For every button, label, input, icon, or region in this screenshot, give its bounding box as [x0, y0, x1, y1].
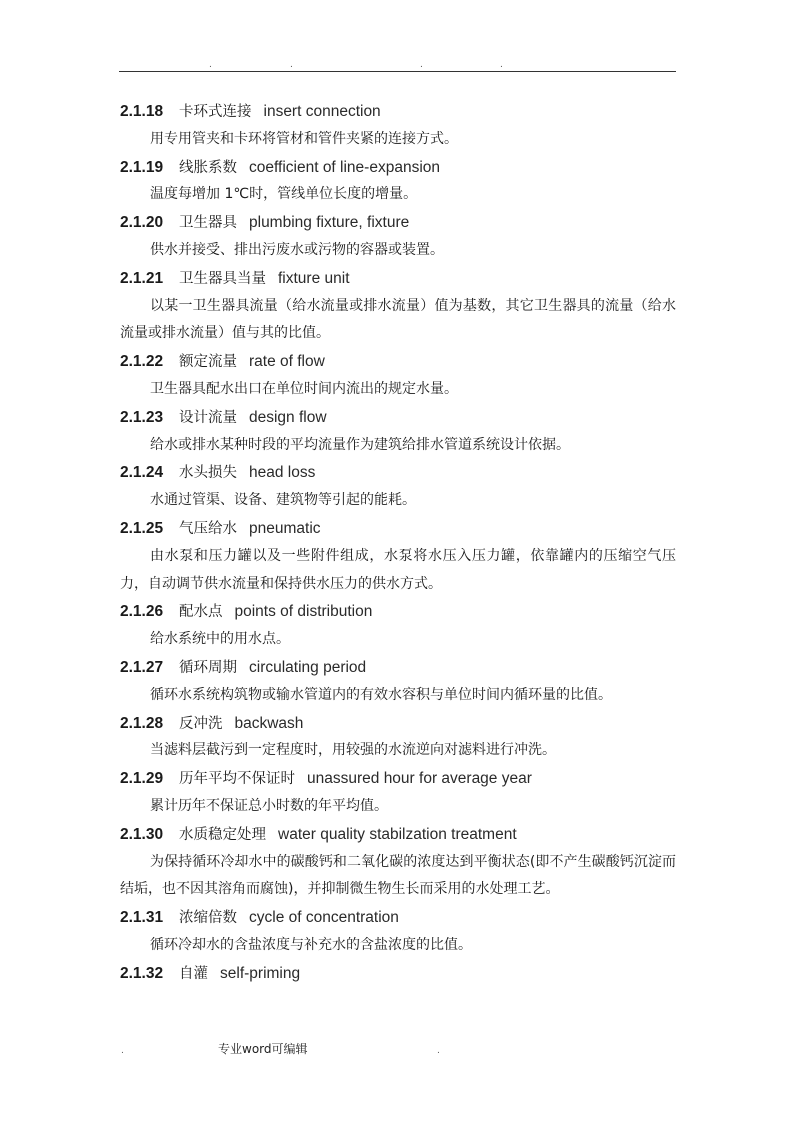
- footer-dot: .: [121, 1046, 124, 1056]
- header-dot: .: [420, 60, 423, 70]
- term-definition: 温度每增加 1℃时，管线单位长度的增量。: [150, 186, 418, 203]
- term-heading: [120, 209, 676, 237]
- term-english: backwash: [234, 714, 304, 732]
- term-entry: [120, 710, 676, 766]
- term-definition: 当滤料层截污到一定程度时，用较强的水流逆向对滤料进行冲洗。: [150, 742, 556, 759]
- term-english: rate of flow: [249, 353, 325, 371]
- term-heading: [120, 598, 676, 626]
- term-english: fixture unit: [278, 269, 350, 287]
- term-number: 2.1.19: [120, 158, 164, 176]
- footer-text: 专业word可编辑: [218, 1042, 308, 1056]
- term-heading: [120, 904, 676, 932]
- term-chinese: 水质稳定处理: [179, 826, 266, 843]
- term-heading: [120, 710, 676, 738]
- term-chinese: 反冲洗: [179, 715, 223, 732]
- header-dot: .: [209, 60, 212, 70]
- header-dot: .: [290, 60, 293, 70]
- term-definition: 由水泵和压力罐以及一些附件组成，水泵将水压入压力罐，依靠罐内的压缩空气压力，自动调节供水流量和保持供水压力的供水方式。: [120, 547, 676, 592]
- term-heading: [120, 821, 676, 849]
- term-english: head loss: [249, 464, 316, 482]
- term-definition: 给水或排水某种时段的平均流量作为建筑给排水管道系统设计依据。: [150, 436, 570, 453]
- term-english: cycle of concentration: [249, 909, 399, 927]
- term-number: 2.1.27: [120, 658, 164, 676]
- term-english: insert connection: [263, 103, 381, 120]
- term-chinese: 额定流量: [179, 354, 237, 371]
- term-english: pneumatic: [249, 519, 321, 537]
- footer-dot: .: [437, 1046, 440, 1056]
- term-entry: [120, 904, 676, 960]
- term-entry: [120, 459, 676, 515]
- term-chinese: 循环周期: [179, 659, 237, 676]
- term-number: 2.1.21: [120, 269, 164, 287]
- term-heading: [120, 960, 676, 988]
- term-english: plumbing fixture, fixture: [249, 214, 410, 232]
- term-entry: [120, 265, 676, 348]
- term-heading: [120, 98, 676, 126]
- term-chinese: 水头损失: [179, 465, 237, 482]
- term-definition: 以某一卫生器具流量（给水流量或排水流量）值为基数，其它卫生器具的流量（给水流量或排水流量）值与其的比值。: [120, 297, 676, 342]
- term-number: 2.1.23: [120, 408, 164, 426]
- term-chinese: 历年平均不保证时: [179, 771, 295, 788]
- term-heading: [120, 154, 676, 182]
- term-number: 2.1.25: [120, 519, 164, 537]
- term-chinese: 自灌: [179, 965, 208, 982]
- term-chinese: 浓缩倍数: [179, 910, 237, 927]
- term-number: 2.1.26: [120, 603, 164, 621]
- term-chinese: 卫生器具当量: [179, 270, 266, 287]
- term-chinese: 配水点: [179, 604, 223, 621]
- term-number: 2.1.30: [120, 825, 164, 843]
- term-heading: [120, 459, 676, 487]
- term-heading: [120, 404, 676, 432]
- term-chinese: 设计流量: [179, 409, 237, 426]
- term-entry: [120, 515, 676, 598]
- term-english: circulating period: [249, 658, 367, 676]
- term-entry: [120, 209, 676, 265]
- term-entry: [120, 598, 676, 654]
- term-definition: 为保持循环冷却水中的碳酸钙和二氧化碳的浓度达到平衡状态(即不产生碳酸钙沉淀而结垢，也不因其溶角而腐蚀)，并抑制微生物生长而采用的水处理工艺。: [120, 853, 676, 898]
- term-heading: [120, 515, 676, 543]
- glossary-content: [120, 98, 676, 988]
- term-number: 2.1.29: [120, 770, 164, 788]
- term-definition: 供水并接受、排出污废水或污物的容器或装置。: [150, 241, 444, 258]
- term-heading: [120, 265, 676, 293]
- term-number: 2.1.31: [120, 909, 164, 927]
- term-definition: 给水系统中的用水点。: [150, 631, 290, 648]
- header-dot: .: [500, 60, 503, 70]
- term-english: coefficient of line-expansion: [249, 158, 441, 176]
- term-definition: 水通过管渠、设备、建筑物等引起的能耗。: [150, 492, 416, 509]
- term-english: unassured hour for average year: [307, 770, 532, 788]
- term-entry: [120, 654, 676, 710]
- term-english: water quality stabilzation treatment: [278, 825, 517, 843]
- term-entry: [120, 960, 676, 988]
- term-entry: [120, 404, 676, 460]
- term-definition: 卫生器具配水出口在单位时间内流出的规定水量。: [150, 380, 458, 397]
- term-english: points of distribution: [234, 603, 373, 621]
- term-chinese: 卡环式连接: [179, 104, 252, 120]
- term-entry: [120, 98, 676, 154]
- term-definition: 循环冷却水的含盐浓度与补充水的含盐浓度的比值。: [150, 936, 472, 953]
- term-entry: [120, 154, 676, 210]
- term-number: 2.1.22: [120, 353, 164, 371]
- term-number: 2.1.20: [120, 214, 164, 232]
- term-chinese: 气压给水: [179, 520, 237, 537]
- term-number: 2.1.28: [120, 714, 164, 732]
- term-definition: 累计历年不保证总小时数的年平均值。: [150, 797, 388, 814]
- header-rule: [119, 71, 676, 72]
- term-entry: [120, 348, 676, 404]
- term-definition: 用专用管夹和卡环将管材和管件夹紧的连接方式。: [150, 130, 458, 147]
- term-number: 2.1.24: [120, 464, 164, 482]
- term-entry: [120, 765, 676, 821]
- term-number: 2.1.32: [120, 964, 164, 982]
- term-heading: [120, 765, 676, 793]
- term-number: 2.1.18: [120, 103, 164, 120]
- term-heading: [120, 348, 676, 376]
- term-english: design flow: [249, 408, 327, 426]
- term-entry: [120, 821, 676, 904]
- term-english: self-priming: [220, 964, 301, 982]
- term-chinese: 卫生器具: [179, 215, 237, 232]
- term-heading: [120, 654, 676, 682]
- term-chinese: 线胀系数: [179, 159, 237, 176]
- term-definition: 循环水系统构筑物或输水管道内的有效水容积与单位时间内循环量的比值。: [150, 686, 612, 703]
